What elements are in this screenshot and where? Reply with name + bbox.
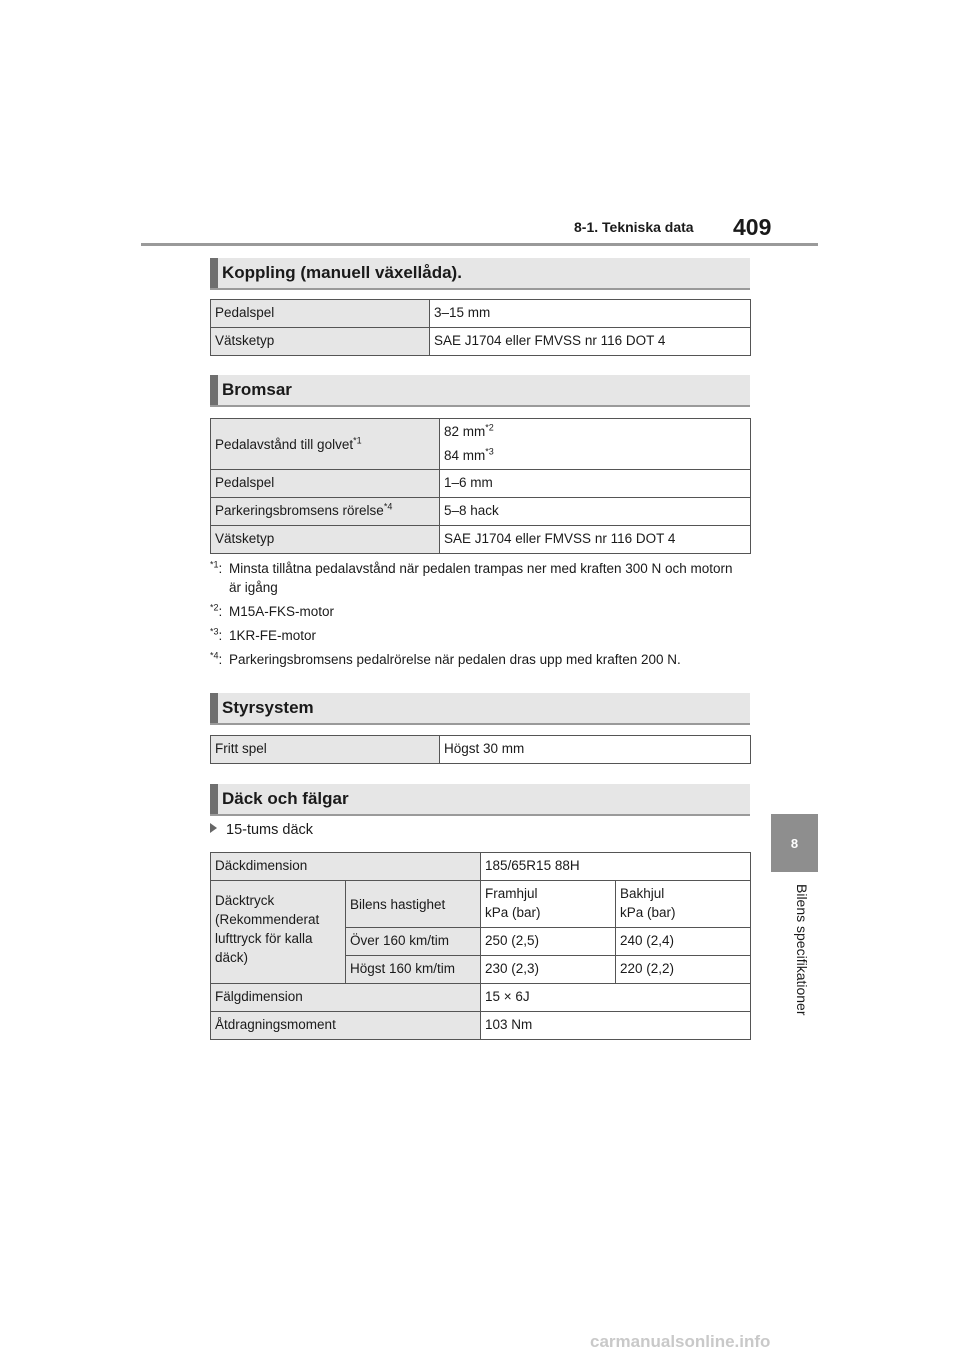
cell-label: Vätsketyp	[211, 328, 430, 356]
cell-rear: 220 (2,2)	[616, 956, 751, 984]
tire-size-bullet	[210, 822, 313, 838]
footnote: $^{*2}$: M15A-FKS-motor	[210, 602, 750, 621]
cell-value: Högst 30 mm	[440, 736, 751, 764]
footnote-mark: *2	[210, 602, 219, 613]
cell-value	[440, 419, 751, 470]
footnote-ref: *4	[383, 501, 393, 512]
cell-value: 3–15 mm	[430, 300, 751, 328]
watermark: carmanualsonline.info	[590, 1332, 771, 1351]
cell-value: 15 × 6J	[481, 984, 751, 1012]
triangle-bullet-icon	[210, 823, 217, 833]
footnote-ref: *2	[485, 422, 494, 433]
cell-rear: 240 (2,4)	[616, 928, 751, 956]
value-text: 82 mm	[444, 424, 486, 439]
chapter-tab	[771, 814, 818, 872]
bullet-text: 15-tums däck	[226, 822, 314, 838]
table-row	[211, 736, 751, 764]
header-text: kPa (bar)	[620, 905, 676, 920]
cell-header: Bilens hastighet	[346, 881, 481, 928]
footnote: $^{*3}$: 1KR-FE-motor	[210, 626, 750, 645]
label-text: Pedalavstånd till golvet	[215, 436, 354, 452]
tires-table	[210, 852, 751, 1040]
table-row	[211, 470, 751, 498]
cell-value: SAE J1704 eller FMVSS nr 116 DOT 4	[430, 328, 751, 356]
header-text: Framhjul	[485, 886, 538, 901]
section-marker	[210, 784, 218, 814]
section-title: Däck och fälgar	[222, 789, 349, 808]
cell-label: Däckdimension	[211, 853, 481, 881]
section-title: Bromsar	[222, 380, 292, 399]
cell-label: Pedalspel	[211, 300, 430, 328]
table-row	[211, 526, 751, 554]
cell-speed: Högst 160 km/tim	[346, 956, 481, 984]
cell-label: Däcktryck (Rekommenderat lufttryck för kalla däck)	[211, 881, 346, 984]
cell-value: 185/65R15 88H	[481, 853, 751, 881]
table-row	[211, 853, 751, 881]
header-text: kPa (bar)	[485, 905, 541, 920]
header-text: Bakhjul	[620, 886, 665, 901]
section-header-clutch	[210, 258, 750, 290]
cell-value: 103 Nm	[481, 1012, 751, 1040]
value-text: 84 mm	[444, 448, 486, 463]
footnote-mark: *3	[210, 626, 219, 637]
cell-front: 230 (2,3)	[481, 956, 616, 984]
cell-front: 250 (2,5)	[481, 928, 616, 956]
cell-value: 5–8 hack	[440, 498, 751, 526]
cell-label	[211, 498, 440, 526]
clutch-table	[210, 299, 751, 356]
section-title: Styrsystem	[222, 698, 314, 717]
section-marker	[210, 693, 218, 723]
footnote-ref: *3	[485, 446, 494, 457]
section-marker	[210, 258, 218, 288]
cell-label: Vätsketyp	[211, 526, 440, 554]
section-header-brakes	[210, 375, 750, 407]
table-row	[211, 1012, 751, 1040]
table-row	[211, 300, 751, 328]
header-divider	[141, 243, 818, 246]
table-row	[211, 984, 751, 1012]
table-row	[211, 419, 751, 470]
chapter-number: 8	[790, 835, 799, 851]
footnote-text: 1KR-FE-motor	[229, 628, 317, 643]
brakes-table	[210, 418, 751, 554]
steering-table	[210, 735, 751, 764]
label-text: Parkeringsbromsens rörelse	[215, 503, 384, 518]
cell-header	[616, 881, 751, 928]
footnote: $^{*4}$: Parkeringsbromsens pedalrörelse när pedalen dras upp med kraften 200 N.	[210, 650, 750, 669]
cell-speed: Över 160 km/tim	[346, 928, 481, 956]
footnote-ref: *1	[353, 435, 362, 445]
table-row	[211, 498, 751, 526]
cell-label: Åtdragningsmoment	[211, 1012, 481, 1040]
footnote: $^{*1}$: Minsta tillåtna pedalavstånd när pedalen trampas ner med kraften 300 N och motorn är igång	[210, 559, 750, 597]
footnote-mark: *1	[210, 559, 219, 570]
cell-label: Pedalspel	[211, 470, 440, 498]
cell-label: Fritt spel	[211, 736, 440, 764]
cell-header	[481, 881, 616, 928]
header-section-title: 8-1. Tekniska data	[574, 219, 694, 235]
section-header-tires	[210, 784, 750, 816]
footnote-text: M15A-FKS-motor	[229, 604, 335, 619]
footnote-text: Parkeringsbromsens pedalrörelse när pedalen dras upp med kraften 200 N.	[229, 652, 681, 667]
section-header-steering	[210, 693, 750, 725]
section-marker	[210, 375, 218, 405]
footnote-mark: *4	[210, 650, 219, 661]
page-number: 409	[733, 214, 772, 240]
chapter-label: Bilens specifikationer	[794, 884, 810, 1016]
cell-label: Fälgdimension	[211, 984, 481, 1012]
table-row	[211, 328, 751, 356]
cell-value: SAE J1704 eller FMVSS nr 116 DOT 4	[440, 526, 751, 554]
footnote-text: Minsta tillåtna pedalavstånd när pedalen trampas ner med kraften 300 N och motorn är igång	[229, 561, 733, 595]
cell-label	[211, 419, 440, 470]
cell-value: 1–6 mm	[440, 470, 751, 498]
section-title: Koppling (manuell växellåda).	[222, 263, 462, 282]
table-row	[211, 881, 751, 928]
